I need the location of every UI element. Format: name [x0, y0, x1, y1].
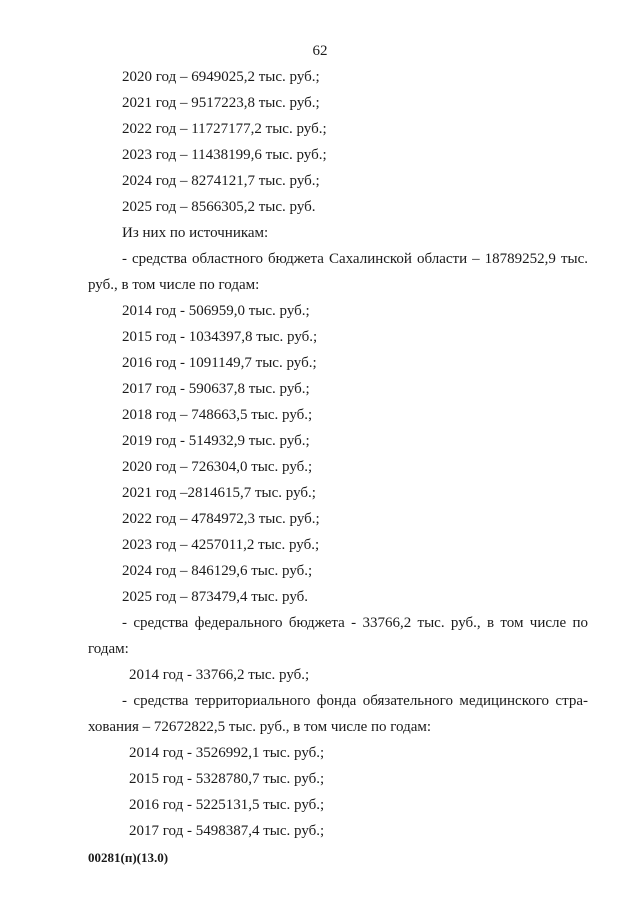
list-item: 2023 год – 4257011,2 тыс. руб.;	[122, 537, 320, 553]
list-item: 2014 год - 33766,2 тыс. руб.;	[129, 667, 310, 683]
list-item: 2014 год - 506959,0 тыс. руб.;	[122, 303, 310, 319]
list-item: 2022 год – 4784972,3 тыс. руб.;	[122, 511, 320, 527]
regional-budget-paragraph-cont: руб., в том числе по годам:	[88, 277, 260, 293]
list-item: 2024 год – 8274121,7 тыс. руб.;	[122, 173, 320, 189]
list-item: 2017 год - 5498387,4 тыс. руб.;	[129, 823, 325, 839]
sources-intro: Из них по источникам:	[122, 225, 269, 241]
list-item: 2025 год – 8566305,2 тыс. руб.	[122, 199, 316, 215]
list-item: 2019 год - 514932,9 тыс. руб.;	[122, 433, 310, 449]
regional-budget-paragraph: - средства областного бюджета Сахалинской области – 18789252,9 тыс.	[122, 251, 588, 267]
list-item: 2016 год - 1091149,7 тыс. руб.;	[122, 355, 317, 371]
list-item: 2020 год – 726304,0 тыс. руб.;	[122, 459, 313, 475]
page-number: 62	[312, 43, 328, 59]
list-item: 2025 год – 873479,4 тыс. руб.	[122, 589, 309, 605]
list-item: 2023 год – 11438199,6 тыс. руб.;	[122, 147, 327, 163]
document-code-footer: 00281(п)(13.0)	[88, 850, 169, 865]
fund-paragraph-cont: хования – 72672822,5 тыс. руб., в том числе по годам:	[88, 719, 432, 735]
federal-budget-paragraph: - средства федерального бюджета - 33766,2 тыс. руб., в том числе по	[122, 615, 588, 631]
list-item: 2018 год – 748663,5 тыс. руб.;	[122, 407, 313, 423]
list-item: 2022 год – 11727177,2 тыс. руб.;	[122, 121, 327, 137]
list-item: 2015 год - 1034397,8 тыс. руб.;	[122, 329, 318, 345]
list-item: 2024 год – 846129,6 тыс. руб.;	[122, 563, 313, 579]
list-item: 2017 год - 590637,8 тыс. руб.;	[122, 381, 310, 397]
list-item: 2015 год - 5328780,7 тыс. руб.;	[129, 771, 325, 787]
list-item: 2021 год –2814615,7 тыс. руб.;	[122, 485, 316, 501]
list-item: 2016 год - 5225131,5 тыс. руб.;	[129, 797, 325, 813]
federal-budget-paragraph-cont: годам:	[88, 641, 129, 657]
list-item: 2014 год - 3526992,1 тыс. руб.;	[129, 745, 325, 761]
list-item: 2021 год – 9517223,8 тыс. руб.;	[122, 95, 320, 111]
fund-paragraph: - средства территориального фонда обязательного медицинского стра-	[122, 693, 588, 709]
list-item: 2020 год – 6949025,2 тыс. руб.;	[122, 69, 320, 85]
